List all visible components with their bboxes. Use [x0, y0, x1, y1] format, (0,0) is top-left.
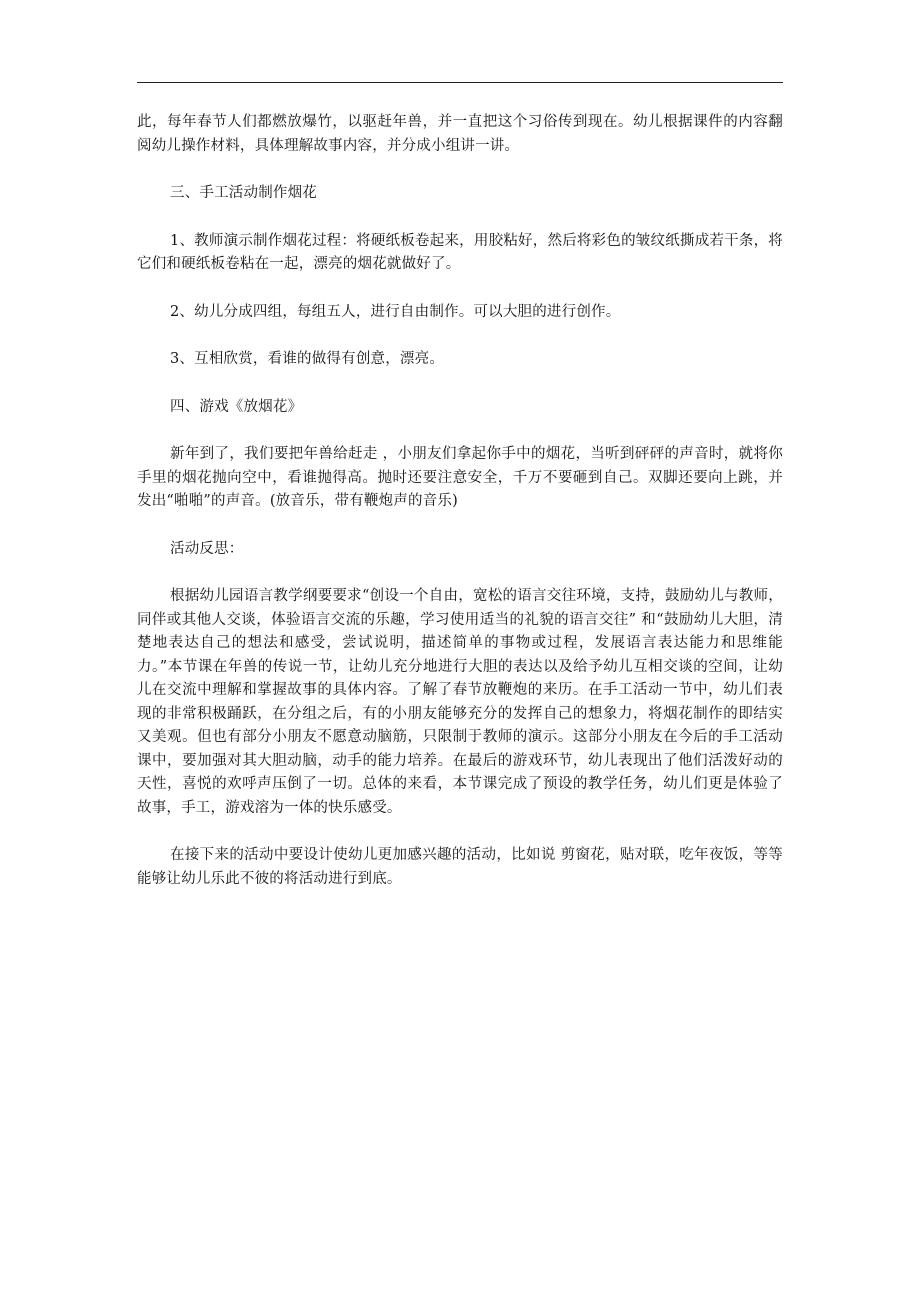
step-2-paragraph: 2、幼儿分成四组，每组五人，进行自由制作。可以大胆的进行创作。	[170, 303, 621, 320]
closing-paragraph: 在接下来的活动中要设计使幼儿更加感兴趣的活动，比如说 剪窗花，贴对联，吃年夜饭，等等能够让幼儿乐此不彼的将活动进行到底。	[137, 847, 783, 887]
reflection-heading: 活动反思：	[170, 540, 244, 557]
paragraph-continued: 此，每年春节人们都燃放爆竹，以驱赶年兽，并一直把这个习俗传到现在。幼儿根据课件的内容翻阅幼儿操作材料，具体理解故事内容，并分成小组讲一讲。	[137, 114, 783, 154]
document-body	[137, 111, 783, 915]
section-heading-game: 四、游戏《放烟花》	[170, 398, 303, 415]
section-heading-handcraft: 三、手工活动制作烟花	[170, 185, 317, 201]
step-1-paragraph: 1、教师演示制作烟花过程：将硬纸板卷起来，用胶粘好，然后将彩色的皱纹纸撕成若干条，将它们和硬纸板卷粘在一起，漂亮的烟花就做好了。	[137, 232, 783, 272]
header-rule	[137, 82, 783, 83]
game-paragraph: 新年到了，我们要把年兽给赶走 ，小朋友们拿起你手中的烟花，当听到砰砰的声音时，就将你手里的烟花抛向空中，看谁抛得高。抛时还要注意安全，千万不要砸到自己。双脚还要向上跳，并发出“啪啪”的声音。(放音乐，带有鞭炮声的音乐)	[137, 446, 783, 509]
step-3-paragraph: 3、互相欣赏，看谁的做得有创意，漂亮。	[170, 351, 445, 367]
reflection-paragraph: 根据幼儿园语言教学纲要要求“创设一个自由，宽松的语言交往环境，支持，鼓励幼儿与教师，同伴或其他人交谈，体验语言交流的乐趣，学习使用适当的礼貌的语言交往” 和“鼓励幼儿大胆，清楚地表达自己的想法和感受，尝试说明，描述简单的事物或过程，发展语言表达能力和思维能力。”本节课在年兽的传说一节，让幼儿充分地进行大胆的表达以及给予幼儿互相交谈的空间，让幼儿在交流中理解和掌握故事的具体内容。了解了春节放鞭炮的来历。在手工活动一节中，幼儿们表现的非常积极踊跃，在分组之后，有的小朋友能够充分的发挥自己的想象力，将烟花制作的即结实又美观。但也有部分小朋友不愿意动脑筋，只限制于教师的演示。这部分小朋友在今后的手工活动课中，要加强对其大胆动脑，动手的能力培养。在最后的游戏环节，幼儿表现出了他们活泼好动的天性，喜悦的欢呼声压倒了一切。总体的来看，本节课完成了预设的教学任务，幼儿们更是体验了故事，手工，游戏溶为一体的快乐感受。	[137, 588, 783, 816]
